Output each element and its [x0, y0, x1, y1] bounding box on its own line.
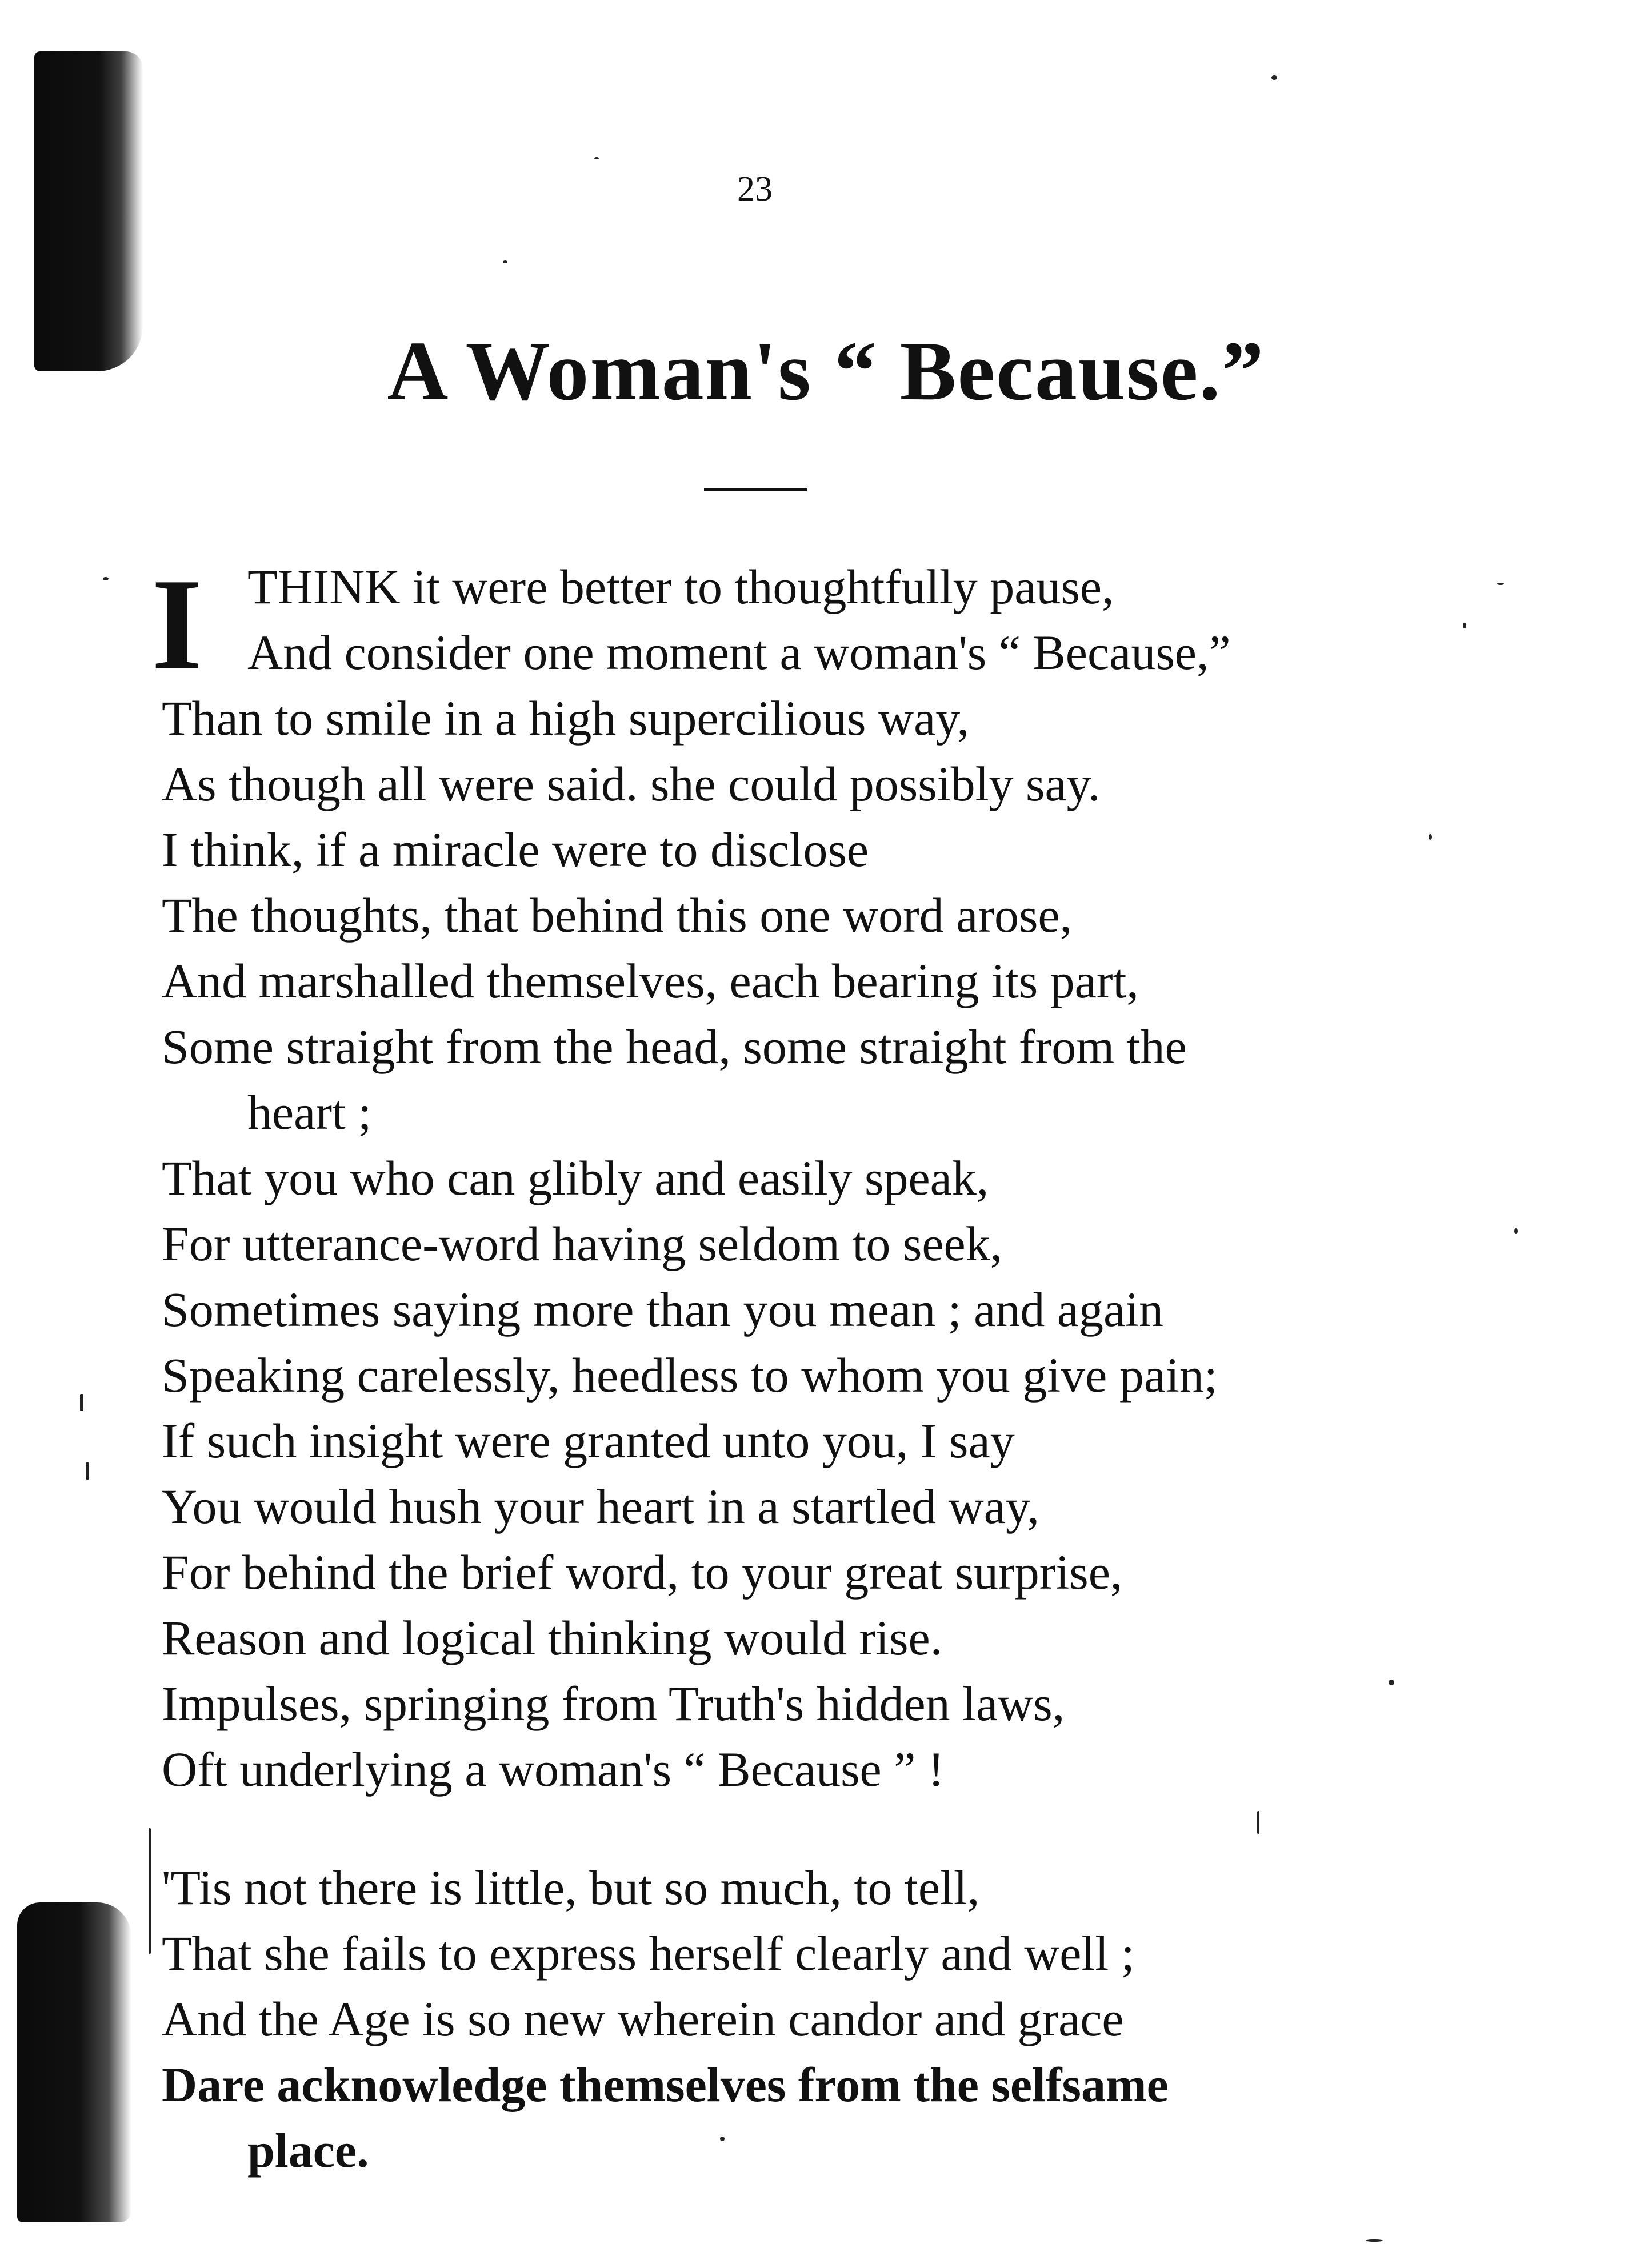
poem-line: As though all were said. she could possibly say. — [162, 756, 1101, 811]
page-title: A Woman's “ Because.” — [387, 324, 1265, 418]
poem-line: THINK it were better to thoughtfully pause, — [247, 559, 1114, 614]
scan-speck — [80, 1394, 83, 1411]
poem-line: And marshalled themselves, each bearing its part, — [162, 953, 1139, 1008]
scan-speck — [1271, 75, 1277, 80]
page-number: 23 — [737, 170, 773, 209]
poem-line: Dare acknowledge themselves from the selfsame — [162, 2057, 1169, 2112]
drop-cap: I — [151, 551, 203, 697]
scan-speck — [149, 1828, 151, 1954]
poem-line: If such insight were granted unto you, I say — [162, 1413, 1015, 1468]
poem-body — [162, 554, 1533, 2183]
poem-line: Than to smile in a high supercilious way, — [162, 691, 970, 746]
poem-line: And the Age is so new wherein candor and grace — [162, 1991, 1124, 2046]
poem-line: That she fails to express herself clearly and well ; — [162, 1926, 1135, 1981]
poem-line: Some straight from the head, some straight from the — [162, 1019, 1187, 1074]
scan-speck — [594, 157, 599, 159]
poem-line: For behind the brief word, to your great surprise, — [162, 1545, 1123, 1600]
stanza-1 — [162, 554, 1533, 1802]
poem-line: Sometimes saying more than you mean ; and again — [162, 1282, 1164, 1337]
poem-line: For utterance-word having seldom to seek, — [162, 1216, 1003, 1271]
poem-line: place. — [247, 2123, 369, 2178]
poem-line: Impulses, springing from Truth's hidden laws, — [162, 1676, 1065, 1731]
scan-speck — [503, 260, 507, 263]
scan-speck — [103, 577, 109, 580]
scan-speck — [86, 1462, 89, 1480]
poem-line: The thoughts, that behind this one word arose, — [162, 888, 1073, 943]
poem-line: heart ; — [247, 1085, 372, 1140]
poem-line: Oft underlying a woman's “ Because ” ! — [162, 1742, 945, 1797]
poem-line: Reason and logical thinking would rise. — [162, 1610, 943, 1665]
poem-line: And consider one moment a woman's “ Because,” — [247, 625, 1231, 680]
scan-speck — [1366, 2239, 1383, 2242]
title-rule — [704, 488, 807, 491]
poem-line: Speaking carelessly, heedless to whom you give pain; — [162, 1348, 1218, 1403]
binding-shadow-bottom — [17, 1902, 131, 2222]
poem-line: I think, if a miracle were to disclose — [162, 822, 869, 877]
poem-line: You would hush your heart in a startled way, — [162, 1479, 1039, 1534]
poem-line: That you who can glibly and easily speak, — [162, 1151, 989, 1205]
stanza-2 — [162, 1855, 1533, 2183]
poem-line: 'Tis not there is little, but so much, to tell, — [162, 1860, 980, 1915]
